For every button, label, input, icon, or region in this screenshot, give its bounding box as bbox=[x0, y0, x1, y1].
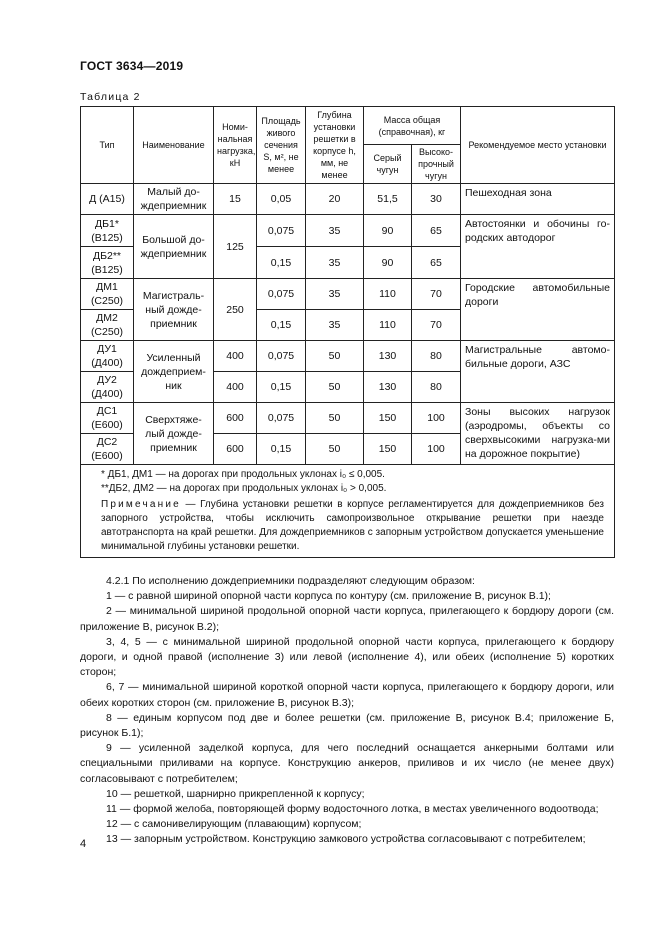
row-depth: 35 bbox=[306, 215, 364, 247]
row-place: Автостоянки и обочины го-родских автодорог bbox=[461, 215, 615, 279]
header-load: Номи-нальная нагрузка, кН bbox=[214, 107, 257, 184]
row-area: 0,075 bbox=[257, 403, 306, 434]
row-depth: 35 bbox=[306, 279, 364, 310]
row-depth: 50 bbox=[306, 372, 364, 403]
row-area: 0,15 bbox=[257, 434, 306, 465]
row-depth: 50 bbox=[306, 341, 364, 372]
row-ductile-mass: 70 bbox=[412, 279, 461, 310]
paragraph: 12 — с самонивелирующим (плавающим) корпусом; bbox=[106, 818, 362, 831]
row-gray-mass: 110 bbox=[364, 310, 412, 341]
row-gray-mass: 90 bbox=[364, 215, 412, 247]
paragraph: 3, 4, 5 — с минимальной шириной продольной опорной части корпуса, прилегающего к бордюру дороги, и одной правой (исполнение 3) или левой (исполнение 4), или обеих (исполнение 5) коротких сторон; bbox=[80, 635, 614, 679]
row-ductile-mass: 80 bbox=[412, 341, 461, 372]
footnote-double-star: **ДБ2, ДМ2 — на дорогах при продольных уклонах i₀ > 0,005. bbox=[101, 483, 387, 494]
row-ductile-mass: 30 bbox=[412, 184, 461, 215]
row-load: 250 bbox=[214, 279, 257, 341]
row-type: Д (А15) bbox=[81, 184, 134, 215]
header-cast-iron: Серый чугун bbox=[364, 145, 412, 184]
row-load: 125 bbox=[214, 215, 257, 279]
paragraph: 2 — минимальной шириной продольной опорной части корпуса, прилегающего к бордюру дороги (см. приложение В, рисунок В.2); bbox=[80, 605, 614, 633]
row-ductile-mass: 100 bbox=[412, 434, 461, 465]
row-area: 0,05 bbox=[257, 184, 306, 215]
footnote-single-star: * ДБ1, ДМ1 — на дорогах при продольных уклонах i₀ ≤ 0,005. bbox=[101, 469, 385, 480]
table-notes bbox=[81, 465, 615, 558]
header-place: Рекомендуемое место установки bbox=[461, 107, 615, 184]
row-depth: 20 bbox=[306, 184, 364, 215]
row-type: ДМ1 (С250) bbox=[81, 279, 134, 310]
row-load: 400 bbox=[214, 341, 257, 372]
row-load: 400 bbox=[214, 372, 257, 403]
row-load: 600 bbox=[214, 403, 257, 434]
header-area: Площадь живого сечения S, м², не менее bbox=[257, 107, 306, 184]
row-place: Городские автомобильные дороги bbox=[461, 279, 615, 341]
row-depth: 35 bbox=[306, 247, 364, 279]
paragraph: 8 — единым корпусом под две и более решетки (см. приложение В, рисунок В.4; приложение Б, рисунок Б.1); bbox=[80, 711, 614, 740]
row-gray-mass: 130 bbox=[364, 372, 412, 403]
row-ductile-mass: 70 bbox=[412, 310, 461, 341]
row-area: 0,075 bbox=[257, 341, 306, 372]
row-ductile-mass: 65 bbox=[412, 215, 461, 247]
table-note bbox=[101, 498, 604, 554]
row-type: ДУ1 (Д400) bbox=[81, 341, 134, 372]
header-ductile-iron: Высоко-прочный чугун bbox=[412, 145, 461, 184]
paragraph: 1 — с равной шириной опорной части корпуса по контуру (см. приложение В, рисунок В.1); bbox=[106, 590, 551, 603]
row-depth: 50 bbox=[306, 434, 364, 465]
paragraph: 9 — усиленной заделкой корпуса, для чего последний оснащается анкерными болтами или специальными приливами на корпусе. Конструкцию анкеров, приливов и их число (не менее двух) согласовывают с потребителем; bbox=[80, 742, 614, 785]
row-name: Усиленный дождеприем-ник bbox=[134, 341, 214, 403]
row-gray-mass: 150 bbox=[364, 403, 412, 434]
row-gray-mass: 130 bbox=[364, 341, 412, 372]
row-ductile-mass: 80 bbox=[412, 372, 461, 403]
row-area: 0,075 bbox=[257, 215, 306, 247]
row-ductile-mass: 65 bbox=[412, 247, 461, 279]
paragraph: 6, 7 — минимальной шириной короткой опорной части корпуса, прилегающего к бордюру дороги, или обеих коротких сторон (см. приложение В, рисунок В.3); bbox=[80, 681, 614, 709]
standard-header: ГОСТ 3634—2019 bbox=[80, 59, 184, 73]
page-number: 4 bbox=[80, 838, 87, 850]
row-type: ДБ1* (В125) bbox=[81, 215, 134, 247]
row-name: Большой до-ждеприемник bbox=[134, 215, 214, 279]
row-load: 15 bbox=[214, 184, 257, 215]
row-gray-mass: 90 bbox=[364, 247, 412, 279]
row-gray-mass: 51,5 bbox=[364, 184, 412, 215]
body-text bbox=[80, 574, 614, 848]
note-label: Примечание bbox=[101, 499, 181, 510]
row-gray-mass: 110 bbox=[364, 279, 412, 310]
row-type: ДС2 (Е600) bbox=[81, 434, 134, 465]
row-place: Пешеходная зона bbox=[461, 184, 615, 215]
note-text: — Глубина установки решетки в корпусе регламентируется для дождеприемников без запорного устройства, чтобы исключить самопроизвольное открывание решетки при наезде автотранспорта на край решетки. Для дождеприемников с запорным устройством допускается уменьшение минимальной глубины установки решетки. bbox=[101, 499, 604, 552]
header-name: Наименование bbox=[134, 107, 214, 184]
paragraph: 10 — решеткой, шарнирно прикрепленной к корпусу; bbox=[106, 787, 365, 800]
row-depth: 35 bbox=[306, 310, 364, 341]
header-type: Тип bbox=[81, 107, 134, 184]
header-depth: Глубина установки решетки в корпусе h, мм, не менее bbox=[306, 107, 364, 184]
row-type: ДС1 (Е600) bbox=[81, 403, 134, 434]
row-type: ДМ2 (С250) bbox=[81, 310, 134, 341]
row-gray-mass: 150 bbox=[364, 434, 412, 465]
paragraph: 13 — запорным устройством. Конструкцию замкового устройства согласовывают с потребителем; bbox=[106, 833, 586, 846]
row-type: ДУ2 (Д400) bbox=[81, 372, 134, 403]
row-area: 0,15 bbox=[257, 247, 306, 279]
table-caption: Таблица 2 bbox=[80, 91, 141, 103]
paragraph: 11 — формой желоба, повторяющей форму водосточного лотка, в местах увеличенного водоотвода; bbox=[106, 803, 599, 816]
row-name: Малый до-ждеприемник bbox=[134, 184, 214, 215]
row-depth: 50 bbox=[306, 403, 364, 434]
row-area: 0,075 bbox=[257, 279, 306, 310]
row-type: ДБ2** (В125) bbox=[81, 247, 134, 279]
row-load: 600 bbox=[214, 434, 257, 465]
row-ductile-mass: 100 bbox=[412, 403, 461, 434]
row-place: Магистральные автомо-бильные дороги, АЗС bbox=[461, 341, 615, 403]
drain-table bbox=[80, 106, 615, 558]
row-name: Сверхтяже-лый дожде-приемник bbox=[134, 403, 214, 465]
row-place: Зоны высоких нагрузок (аэродромы, объекты со сверхвысокими нагрузка-ми на дорожное покрытие) bbox=[461, 403, 615, 465]
header-mass: Масса общая (справочная), кг bbox=[364, 107, 461, 145]
row-area: 0,15 bbox=[257, 310, 306, 341]
paragraph: 4.2.1 По исполнению дождеприемники подразделяют следующим образом: bbox=[106, 575, 475, 587]
row-area: 0,15 bbox=[257, 372, 306, 403]
row-name: Магистраль-ный дожде-приемник bbox=[134, 279, 214, 341]
